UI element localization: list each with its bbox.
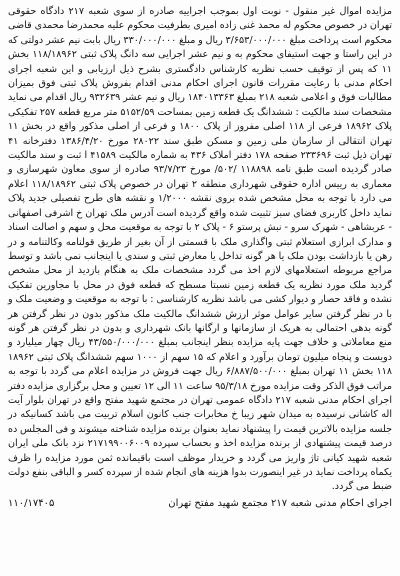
notice-code: ۱۱۰/۱۷۴۰۵ [8, 497, 55, 509]
notice-footer [8, 497, 392, 511]
notice-signature: اجرای احکام مدنی شعبه ۲۱۷ مجتمع شهید مفتح تهران [168, 497, 392, 509]
notice-body-text: مزایده اموال غیر منقول - نوبت اول بموجب اجراییه صادره از سوی شعبه ۲۱۷ دادگاه حقوقی تهران در خصوص محکوم له محمد غنی زاده امیری بطرفیت محکوم علیه محمدرضا محمدی قاضی محکوم است پرداخت مبلغ ۳/۶۵۳/۰۰۰/۰۰۰ ریال و مبلغ ۳۳۰/۰۰۰/۰۰۰ ریال بابت نیم عشر دولتی که در این راستا و جهت استیفای محکوم به و نیم عشر اجرایی سه دانگ پلاک ثبتی ۱۱۸/۱۸۹۶۲ بخش ۱۱ که پس از توقیف حسب نظریه کارشناس دادگستری بشرح ذیل ارزیابی و این شعبه اجرای احکام مدنی با رعایت مقررات قانون اجرای احکام مدنی اقدام بفروش پلاک ثبتی فوق بمیزان مطالبات فوق و اعلامی شعبه ۲۱۸ بمبلغ ۱۸۴۰۱۳۳۶۳ ریال و نیم عشر ۹۳۲۶۳۹ ریال اقدام می نماید مشخصات سند مالکیت : ششدانگ یک قطعه زمین بمساحت ۵۱۵۲/۵۹ متر مربع قطعه ۲۵۷ تفکیکی پلاک ۱۸۹۶۲ فرعی از ۱۱۸ اصلی مفروز از پلاک ۱۸۰۰ و فرعی از اصلی مذکور واقع در بخش ۱۱ تهران انتقالی از سازمان ملی زمین و مسکن طبق سند ۲۸۰۲۲ مورخ ۱۳۸۶/۴/۲۰ دفترخانه ۴۱ تهران ذیل ثبت ۲۳۳۶۹۶ صفحه ۱۷۸ دفتر املاک ۴۳۶ به شماره مالکیت ۴۱۵۸۹ ا ثبت و سند مالکیت صادر گردیده است طبق نامه ۱۱۸۸۹۸ /۵۰۲/ مورخ ۹۳/۷/۲۳ صادره از سوی معاون شهرسازی و معماری به رییس اداره حقوقی شهرداری منطقه ۲ تهران در خصوص پلاک ثبتی ۱۱۸/۱۸۹۶۲ اعلام می دارد با توجه به محل مشخص شده بروی نقشه ۱/۲۰۰۰ و نقشه های طرح تفصیلی جدید پلاک نماید داخل کاربری فضای سبز تثبیت شده واقع گردیده است آدرس ملک تهران خ اشرفی اصفهانی - عربشاهی - شهرک سرو - نبش پرستو ۶ - پلاک ۲ با توجه به موقعیت محل و سهم و اصالت اسناد و مدارک ابرازی استعلام ثبتی واگذاری ملک با قسمتی از آن بغیر از طریق قولنامه وکالتنامه و در رهن یا بازداشت بودن ملک یا هر گونه تداخل یا معارض ثبتی و سندی یا اینجانب نمی باشد و توسط مراجع مربوطه استعلامهای لازم اخذ می گردد مشخصات ملک به هنگام بازدید از محل مشخص گردید ملک مورد نظریه یک قطعه زمین نسبتا مسطح که قطعه فوق در محل با مجاورین تفکیک نشده و فاقد حصار و دیوار کشی می باشد نظریه کارشناسی : با توجه به موقعیت و وضعیت ملک و با در نظر گرفتن سایر عوامل موثر ارزش ششدانگ مالکیت ملک مذکور بدون در نظر گرفتن هر گونه بدهی احتمالی به هریک از سازمانها و ارگانها بانک شهرداری و بدون در نظر گرفتن هر گونه منع معاملاتی و خلاف جهت پایه مزایده بنظر اینجانب بمبلغ ۴۳/۵۵۰/۰۰۰/۰۰۰ ریال چهار میلیارد و دویست و پنجاه میلیون تومان برآورد و اعلام که ۱۵ سهم از ۱۰۰۰ سهم ششدانگ پلاک ثبتی ۱۸۹۶۲ ۱۱۸ بخش ۱۱ تهران بمبلغ ۶/۸۸۷/۵۰۰/۰۰۰ ریال جهت فروش در مزایده اعلام می گردد با توجه به مراتب فوق الذکر وقت مزایده مورخ ۹۵/۳/۱۸ ساعت ۱۱ الی ۱۲ تعیین و محل برگزاری مزایده دفتر اجرای احکام مدنی شعبه ۲۱۷ دادگاه عمومی تهران در مجتمع شهید مفتح واقع در تهران بلوار آیت اله کاشانی نرسیده به میدان شهر زیبا خ مخابرات جنب کانون اسلام تربیت می باشد کسانیکه در جلسه مزایده بالاترین قیمت را پیشنهاد نماید بعنوان برنده مزایده شناخته میشوند و فی المجلس ده درصد قیمت پیشنهادی از برنده مزایده اخذ و بحساب سپرده ۲۱۷۱۹۹۰۰۶۰۰۹ نزد بانک ملی ایران شعبه شهید کیانی تاژ واریز می گردد و خریدار موظف است باقیمانده ثمن مورد مزایده را ظرف یکماه پرداخت نماید در غیر اینصورت بدوا هزینه های انجام شده از سپرده کسر و الباقی بنفع دولت ضبط می گردد. [8, 6, 393, 493]
